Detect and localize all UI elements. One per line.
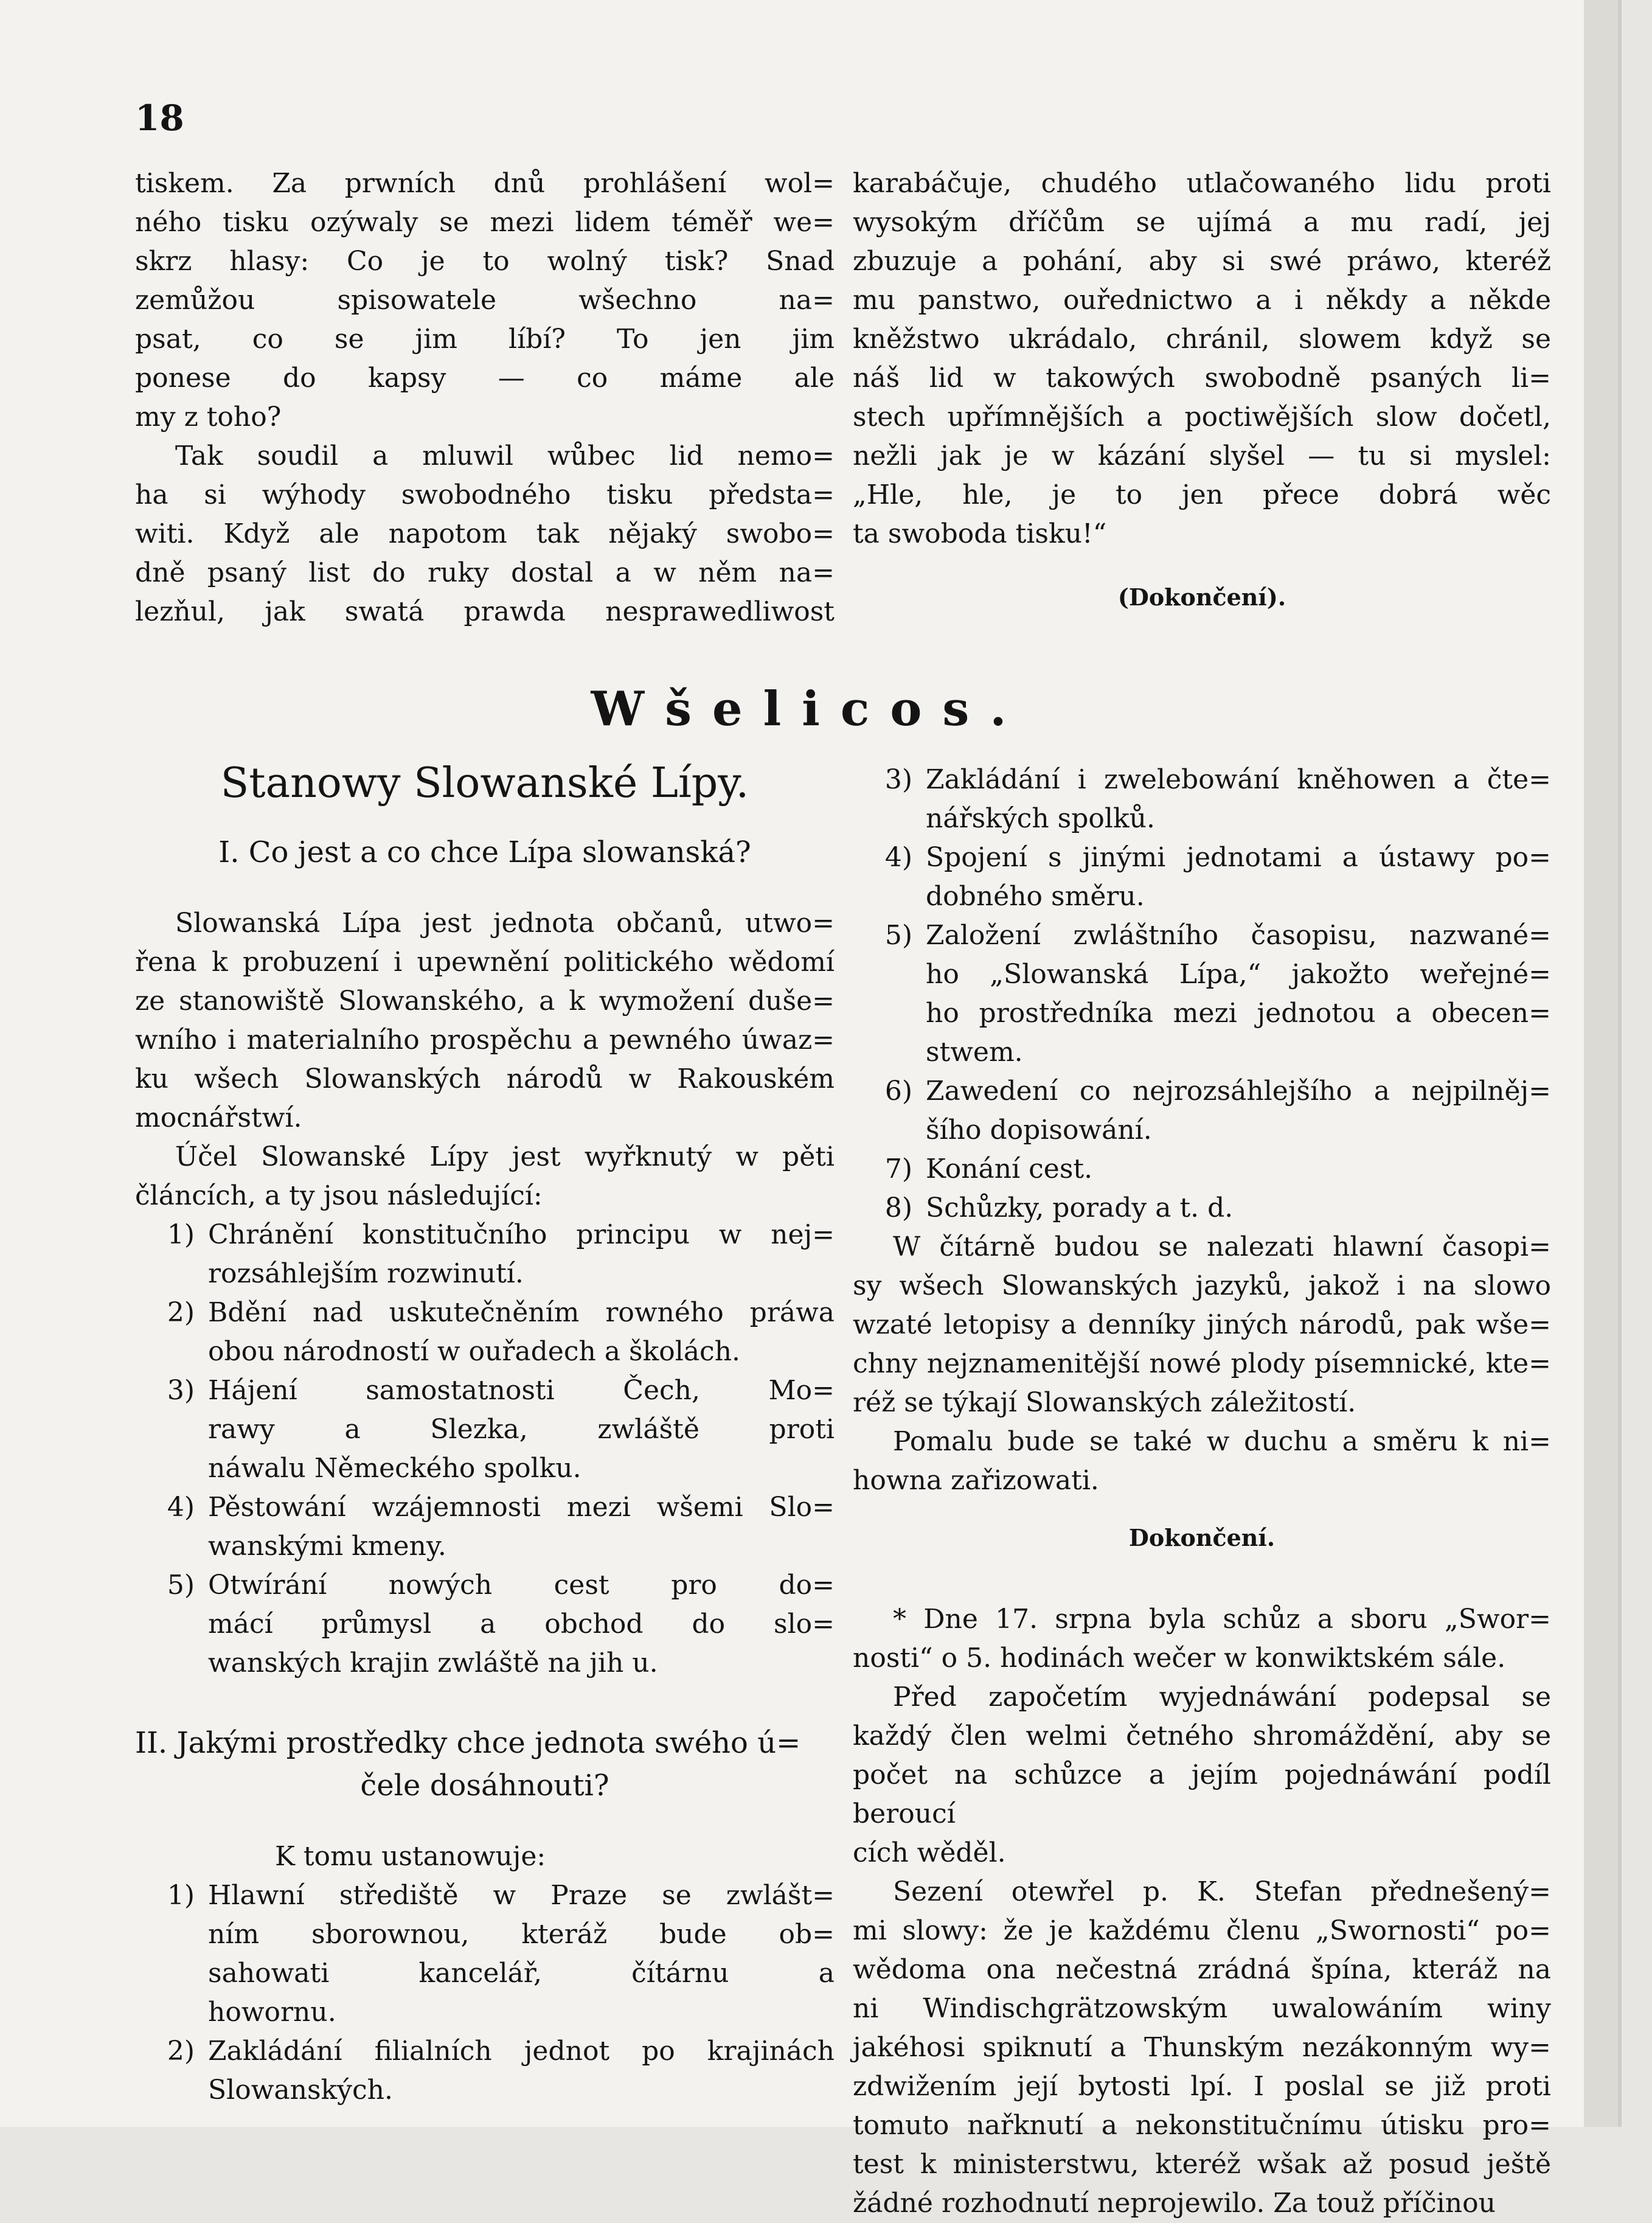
text-line: Schůzky, porady a t. d. [926,1192,1234,1223]
list-item-number: 6) [884,1076,912,1107]
text-line: dobného směru. [926,881,1145,912]
text-line: Hájení samostatnosti Čech, Mo= [208,1375,835,1406]
text-line: ním sborownou, kteráž bude ob= [208,1919,835,1950]
text-line: počet na schůzce a jejím pojednáwání podíl beroucí [853,1759,1551,1829]
section-title: Wšelicos. [591,681,1027,737]
text-line: Chránění konstitučního principu w nej= [208,1219,835,1250]
list-item [853,916,1551,1072]
text-line: Zawedení co nejrozsáhlejšího a nejpilněj= [926,1076,1551,1107]
right-list [853,760,1551,1228]
text-line: rozsáhlejším rozwinutí. [208,1258,524,1289]
news-paragraph-3 [853,1873,1551,2223]
text-line: žádné rozhodnutí neprojewilo. Za touž příčinou [853,2188,1496,2219]
list-item-text [208,1876,835,2032]
news-paragraph-2 [853,1678,1551,1873]
text-line: * Dne 17. srpna byla schůz a sboru „Swor= [893,1604,1551,1635]
text-line: nežli jak je w kázání slyšel — tu si myslel: [853,440,1551,471]
list-item-text [208,1488,835,1566]
text-line: Pomalu bude se také w duchu a směru k ni= [893,1426,1551,1457]
list-item-text [208,1293,835,1371]
text-line: ta swoboda tisku!“ [853,518,1107,549]
text-line: Otwírání nowých cest pro do= [208,1570,835,1601]
list-item-number: 7) [884,1153,912,1185]
text-line: wanskými kmeny. [208,1531,446,1562]
text-line: wědoma ona nečestná zrádná špína, kteráž na [853,1954,1551,1985]
text-line: ha si wýhody swobodného tisku předsta= [135,479,835,510]
text-line: rawy a Slezka, zwláště proti [208,1414,835,1445]
list-item-number: 4) [167,1492,195,1523]
text-line: jakéhosi spiknutí a Thunským nezákonným wy= [853,2032,1551,2063]
text-line: psat, co se jim líbí? To jen jim [135,324,835,355]
text-line: ku wšech Slowanských národů w Rakouském [135,1063,835,1094]
list-item-text [208,2032,835,2110]
list-item-number: 3) [884,764,912,795]
text-line: ze stanowiště Slowanského, a k wymožení duše= [135,986,835,1017]
text-line: howna zařizowati. [853,1465,1099,1496]
text-line: mácí průmysl a obchod do slo= [208,1609,835,1640]
article-continuation-note: Dokončení. [1128,1524,1275,1551]
list-item-text [208,1216,835,1293]
text-line: witi. Když ale napotom tak nějaký swobo= [135,518,835,549]
text-line: stwem. [926,1037,1023,1068]
article-left-column [135,754,835,2110]
text-line: Zakládání i zwelebowání kněhowen a čte= [926,764,1551,795]
list-item [135,1293,835,1371]
text-line: Zakládání filialních jednot po krajinách [208,2036,835,2067]
text-line: Hlawní střediště w Praze se zwlášt= [208,1880,835,1911]
text-line: tiskem. Za prwních dnů prohlášení wol= [135,168,835,199]
text-line: Spojení s jinými jednotami a ústawy po= [926,842,1551,873]
list-item-number: 2) [167,1297,195,1328]
list-item-number: 5) [167,1570,195,1601]
text-line: Slowanská Lípa jest jednota občanů, utwo= [175,908,835,939]
text-line: Pěstowání wzájemnosti mezi wšemi Slo= [208,1492,835,1523]
text-line: chny nejznamenitější nowé plody písemnické, kte= [853,1348,1551,1379]
text-line: ni Windischgrätzowským uwalowáním winy [853,1993,1551,2024]
part2-heading [135,1722,835,1807]
top-right-text [853,164,1551,554]
right-paragraph-1 [853,1228,1551,1422]
text-line: wzaté letopisy a denníky jiných národů, pak wše= [853,1309,1551,1340]
text-line: každý člen welmi četného shromáždění, aby se [853,1720,1551,1752]
text-line: wysokým dříčům se ujímá a mu radí, jej [853,207,1551,238]
list-item [853,760,1551,838]
list-item [853,1189,1551,1228]
text-line: cích wěděl. [853,1837,1006,1868]
text-line: obou národností w ouřadech a školách. [208,1336,741,1367]
text-line: „Hle, hle, je to jen přece dobrá wěc [853,479,1551,510]
text-line: náwalu Německého spolku. [208,1453,581,1484]
text-line: sahowati kancelář, čítárnu a [208,1958,835,1989]
list-item-text [926,1189,1551,1228]
text-line: šího dopisowání. [926,1115,1152,1146]
text-line: réž se týkají Slowanských záležitostí. [853,1387,1356,1418]
heading-line: čele dosáhnouti? [360,1769,609,1803]
text-line: mi slowy: že je každému členu „Swornosti“ po= [853,1915,1551,1946]
list-item-text [926,1150,1551,1189]
text-line: Bdění nad uskutečněním rowného práwa [208,1297,835,1328]
list-item [135,1566,835,1683]
part2-list [135,1876,835,2110]
text-line: ho prostředníka mezi jednotou a obecen= [926,998,1551,1029]
top-right-column [853,164,1551,617]
part2-intro: K tomu ustanowuje: [275,1841,546,1872]
part1-list [135,1216,835,1683]
text-line: mu panstwo, ouřednictwo a i někdy a někde [853,285,1551,316]
text-line: zemůžou spisowatele wšechno na= [135,285,835,316]
part1-paragraph-2 [135,1138,835,1216]
part1-paragraph-1 [135,904,835,1138]
article-right-column [853,760,1551,2223]
text-line: wního i materialního prospěchu a pewného úwaz= [135,1025,835,1056]
list-item [135,2032,835,2110]
text-line: zdwižením její bytosti lpí. I poslal se již proti [853,2071,1551,2102]
list-item-number: 1) [167,1219,195,1250]
text-line: zbuzuje a pohání, aby si swé práwo, kteréž [853,246,1551,277]
text-line: Slowanských. [208,2075,394,2106]
text-line: mocnářstwí. [135,1102,302,1133]
text-line: kněžstwo ukrádalo, chránil, slowem když se [853,324,1551,355]
list-item-number: 5) [884,920,912,951]
part1-heading: I. Co jest a co chce Lípa slowanská? [218,835,751,869]
text-line: řena k probuzení i upewnění politického wědomí [135,947,835,978]
text-line: test k ministerstwu, kteréž wšak až posud ještě [853,2149,1551,2180]
list-item-text [926,916,1551,1072]
text-line: Účel Slowanské Lípy jest wyřknutý w pěti [175,1141,835,1172]
right-paragraph-2 [853,1422,1551,1500]
text-line: Sezení otewřel p. K. Stefan přednešený= [893,1876,1551,1907]
list-item-number: 3) [167,1375,195,1406]
list-item-number: 2) [167,2036,195,2067]
text-line: Tak soudil a mluwil wůbec lid nemo= [175,440,835,471]
text-line: Konání cest. [926,1153,1093,1185]
list-item-number: 8) [884,1192,912,1223]
list-item [853,838,1551,916]
text-line: článcích, a ty jsou následující: [135,1180,543,1211]
text-line: dně psaný list do ruky dostal a w něm na= [135,557,835,588]
text-line: náš lid w takowých swobodně psaných li= [853,363,1551,394]
list-item [135,1216,835,1293]
text-line: skrz hlasy: Co je to wolný tisk? Snad [135,246,835,277]
page-edge [1584,0,1618,2127]
list-item-number: 4) [884,842,912,873]
article-title: Stanowy Slowanské Lípy. [220,759,749,807]
page-number: 18 [135,97,184,139]
text-line: howornu. [208,1997,336,2028]
text-line: Před započetím wyjednáwání podepsal se [893,1682,1551,1713]
top-left-column [135,164,835,631]
list-item-text [926,1072,1551,1150]
list-item [853,1072,1551,1150]
text-line: ponese do kapsy — co máme ale [135,363,835,394]
list-item [853,1150,1551,1189]
list-item-text [926,760,1551,838]
text-line: ho „Slowanská Lípa,“ jakožto weřejné= [926,959,1551,990]
text-line: nosti“ o 5. hodinách wečer w konwiktském sále. [853,1643,1506,1674]
list-item [135,1371,835,1488]
text-line: tomuto nařknutí a nekonstitučnímu útisku pro= [853,2110,1551,2141]
text-line: ného tisku ozýwaly se mezi lidem téměř we= [135,207,835,238]
text-line: W čítárně budou se nalezati hlawní časopi= [893,1231,1551,1262]
text-line: Založení zwláštního časopisu, nazwané= [926,920,1551,951]
text-line: my z toho? [135,402,282,433]
news-paragraph-1 [853,1600,1551,1678]
text-line: nářských spolků. [926,803,1155,834]
list-item-text [208,1566,835,1683]
text-line: stech upřímnějších a poctiwějších slow dočetl, [853,402,1551,433]
list-item [135,1488,835,1566]
text-line: karabáčuje, chudého utlačowaného lidu proti [853,168,1551,199]
heading-line: II. Jakými prostředky chce jednota swého ú= [135,1726,801,1760]
text-line: wanských krajin zwláště na jih u. [208,1647,658,1679]
list-item [135,1876,835,2032]
continuation-note: (Dokončení). [1117,583,1286,611]
list-item-number: 1) [167,1880,195,1911]
list-item-text [208,1371,835,1488]
text-line: lezňul, jak swatá prawda nesprawedliwost [135,596,835,627]
list-item-text [926,838,1551,916]
text-line: sy wšech Slowanských jazyků, jakož i na slowo [853,1270,1551,1301]
